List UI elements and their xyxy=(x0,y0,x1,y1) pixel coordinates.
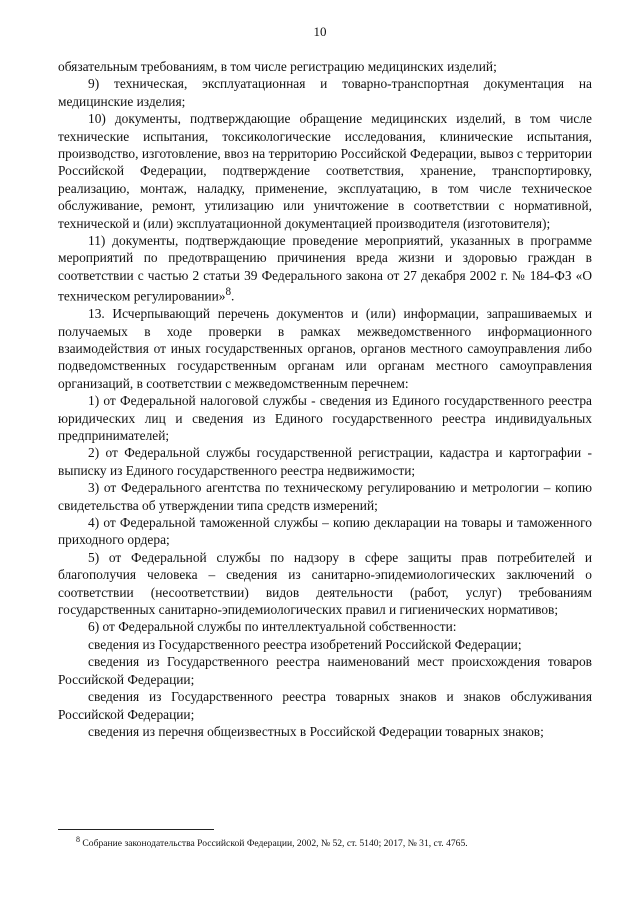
paragraph-section-13: 13. Исчерпывающий перечень документов и (или) информации, запрашиваемых и получаемых в ходе проверки в рамках межведомственного информационного взаимодействия от иных государственных органов, органов местного самоуправления либо подведомственных государственным органам или органам местного самоуправления организаций, в соответствии с межведомственным перечнем: xyxy=(58,306,592,391)
list-item-4: 4) от Федеральной таможенной службы – копию декларации на товары и таможенного приходного ордера; xyxy=(58,515,592,548)
body-text xyxy=(58,58,592,740)
list-item-5: 5) от Федеральной службы по надзору в сфере защиты прав потребителей и благополучия человека – сведения из санитарно-эпидемиологических заключений о соответствии (несоответствии) видов деятельности (работ, услуг) требованиям государственных санитарно-эпидемиологических правил и гигиенических нормативов; xyxy=(58,549,592,618)
footnote-divider xyxy=(58,829,214,830)
footnote-marker: 8 xyxy=(76,835,80,844)
paragraph-item-9: 9) техническая, эксплуатационная и товарно-транспортная документация на медицинские изделия; xyxy=(58,76,592,109)
sub-item: сведения из Государственного реестра наименований мест происхождения товаров Российской Федерации; xyxy=(58,654,592,687)
paragraph-tail: . xyxy=(231,288,235,304)
paragraph-item-11 xyxy=(58,232,592,305)
footnote-text: Собрание законодательства Российской Федерации, 2002, № 52, ст. 5140; 2017, № 31, ст. 4765. xyxy=(80,838,468,850)
list-item-6: 6) от Федеральной службы по интеллектуальной собственности: xyxy=(88,619,457,635)
sub-item: сведения из перечня общеизвестных в Российской Федерации товарных знаков; xyxy=(88,723,544,739)
list-item-2: 2) от Федеральной службы государственной регистрации, кадастра и картографии - выписку из Единого государственного реестра недвижимости; xyxy=(58,445,592,478)
footnote-reference: 8 xyxy=(225,286,232,299)
paragraph-item-10: 10) документы, подтверждающие обращение медицинских изделий, в том числе технические испытания, токсикологические исследования, клинические испытания, производство, изготовление, ввоз на территорию Российской Федерации, вывоз с территории Российской Федерации, подтверждение соответствия, хранение, транспортировку, реализацию, монтаж, наладку, применение, эксплуатацию, в том числе техническое обслуживание, ремонт, утилизацию или уничтожение в соответствии с нормативной, технической и (или) эксплуатационной документацией производителя (изготовителя); xyxy=(58,111,592,231)
sub-item: сведения из Государственного реестра товарных знаков и знаков обслуживания Российской Федерации; xyxy=(58,689,592,722)
footnote xyxy=(76,834,596,850)
paragraph-text: 11) документы, подтверждающие проведение мероприятий, указанных в программе мероприятий по предотвращению причинения вреда жизни и здоровью граждан в соответствии с частью 2 статьи 39 Федерального закона от 27 декабря 2002 г. № 184-ФЗ «О техническом регулировании» xyxy=(58,233,592,304)
paragraph: обязательным требованиям, в том числе регистрацию медицинских изделий; xyxy=(58,59,497,74)
list-item-1: 1) от Федеральной налоговой службы - сведения из Единого государственного реестра юридических лиц и сведения из Единого государственного реестра индивидуальных предпринимателей; xyxy=(58,393,592,443)
sub-item: сведения из Государственного реестра изобретений Российской Федерации; xyxy=(88,636,522,652)
page-number: 10 xyxy=(313,24,327,39)
list-item-3: 3) от Федерального агентства по техническому регулированию и метрологии – копию свидетельства об утверждении типа средств измерений; xyxy=(58,480,592,513)
